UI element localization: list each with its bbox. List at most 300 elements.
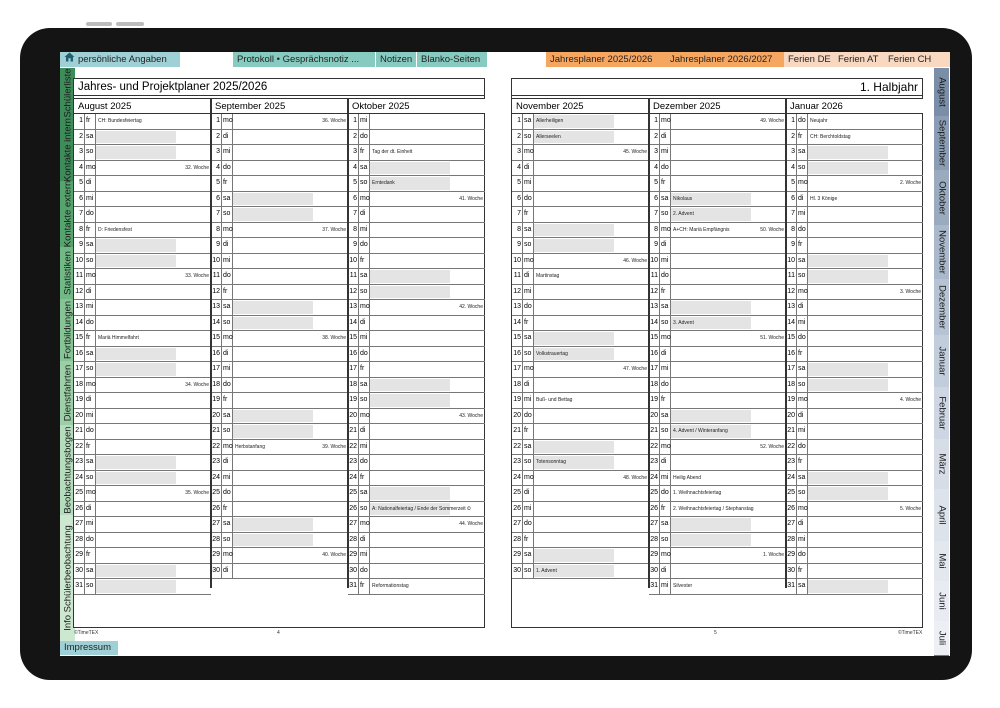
day-entry-area[interactable] bbox=[808, 347, 923, 362]
day-entry-area[interactable] bbox=[808, 486, 923, 501]
day-entry-area[interactable] bbox=[534, 409, 649, 424]
day-entry-area[interactable] bbox=[96, 114, 211, 129]
day-entry-area[interactable] bbox=[534, 285, 649, 300]
day-entry-area[interactable] bbox=[534, 564, 649, 579]
day-row[interactable] bbox=[211, 533, 348, 549]
day-row[interactable] bbox=[211, 176, 348, 192]
day-row[interactable] bbox=[786, 269, 923, 285]
day-entry-area[interactable] bbox=[96, 579, 211, 594]
tab-holidays-at[interactable] bbox=[834, 52, 884, 67]
day-entry-area[interactable] bbox=[233, 300, 348, 315]
day-entry-area[interactable] bbox=[370, 285, 485, 300]
day-entry-area[interactable] bbox=[808, 130, 923, 145]
day-entry-area[interactable] bbox=[534, 176, 649, 191]
day-entry-area[interactable] bbox=[233, 486, 348, 501]
day-entry-area[interactable] bbox=[96, 471, 211, 486]
day-row[interactable] bbox=[74, 238, 211, 254]
day-entry-area[interactable] bbox=[534, 424, 649, 439]
day-row[interactable] bbox=[649, 300, 786, 316]
day-entry-area[interactable] bbox=[370, 254, 485, 269]
day-entry-area[interactable] bbox=[671, 533, 786, 548]
day-entry-area[interactable] bbox=[96, 269, 211, 284]
day-row[interactable] bbox=[211, 502, 348, 518]
day-row[interactable] bbox=[211, 192, 348, 208]
day-entry-area[interactable] bbox=[370, 409, 485, 424]
day-row[interactable] bbox=[211, 362, 348, 378]
day-row[interactable] bbox=[512, 238, 649, 254]
day-row[interactable] bbox=[348, 285, 485, 301]
day-entry-area[interactable] bbox=[233, 440, 348, 455]
day-row[interactable] bbox=[74, 300, 211, 316]
day-entry-area[interactable] bbox=[370, 176, 485, 191]
day-entry-area[interactable] bbox=[534, 254, 649, 269]
day-entry-area[interactable] bbox=[671, 517, 786, 532]
day-entry-area[interactable] bbox=[96, 254, 211, 269]
day-entry-area[interactable] bbox=[96, 424, 211, 439]
day-row[interactable] bbox=[512, 285, 649, 301]
tab-month-november[interactable] bbox=[934, 225, 949, 280]
day-entry-area[interactable] bbox=[671, 440, 786, 455]
day-entry-area[interactable] bbox=[534, 362, 649, 377]
day-row[interactable] bbox=[512, 254, 649, 270]
day-row[interactable] bbox=[74, 378, 211, 394]
tab-annual-planner-2025[interactable] bbox=[546, 52, 666, 67]
day-row[interactable] bbox=[348, 114, 485, 130]
day-row[interactable] bbox=[786, 161, 923, 177]
day-row[interactable] bbox=[512, 455, 649, 471]
day-entry-area[interactable] bbox=[233, 285, 348, 300]
day-entry-area[interactable] bbox=[671, 207, 786, 222]
day-entry-area[interactable] bbox=[96, 347, 211, 362]
day-row[interactable] bbox=[512, 440, 649, 456]
day-row[interactable] bbox=[211, 300, 348, 316]
day-row[interactable] bbox=[211, 254, 348, 270]
day-row[interactable] bbox=[512, 533, 649, 549]
day-entry-area[interactable] bbox=[233, 269, 348, 284]
day-entry-area[interactable] bbox=[96, 331, 211, 346]
day-row[interactable] bbox=[348, 316, 485, 332]
day-entry-area[interactable] bbox=[96, 440, 211, 455]
day-entry-area[interactable] bbox=[534, 517, 649, 532]
day-entry-area[interactable] bbox=[808, 533, 923, 548]
day-row[interactable] bbox=[211, 378, 348, 394]
day-entry-area[interactable] bbox=[808, 316, 923, 331]
tab-blank-pages[interactable] bbox=[417, 52, 487, 67]
day-entry-area[interactable] bbox=[808, 238, 923, 253]
day-entry-area[interactable] bbox=[671, 114, 786, 129]
day-entry-area[interactable] bbox=[808, 161, 923, 176]
day-entry-area[interactable] bbox=[534, 316, 649, 331]
day-row[interactable] bbox=[649, 254, 786, 270]
day-entry-area[interactable] bbox=[534, 114, 649, 129]
day-entry-area[interactable] bbox=[370, 471, 485, 486]
day-row[interactable] bbox=[211, 424, 348, 440]
day-entry-area[interactable] bbox=[233, 362, 348, 377]
day-entry-area[interactable] bbox=[808, 471, 923, 486]
day-row[interactable] bbox=[74, 579, 211, 595]
day-row[interactable] bbox=[512, 378, 649, 394]
day-entry-area[interactable] bbox=[370, 486, 485, 501]
day-entry-area[interactable] bbox=[534, 145, 649, 160]
day-entry-area[interactable] bbox=[370, 564, 485, 579]
day-entry-area[interactable] bbox=[233, 533, 348, 548]
day-entry-area[interactable] bbox=[96, 207, 211, 222]
day-row[interactable] bbox=[786, 347, 923, 363]
tab-month-may[interactable] bbox=[934, 541, 949, 582]
day-entry-area[interactable] bbox=[671, 471, 786, 486]
day-row[interactable] bbox=[348, 161, 485, 177]
day-row[interactable] bbox=[74, 362, 211, 378]
day-entry-area[interactable] bbox=[671, 579, 786, 594]
tab-imprint[interactable] bbox=[60, 641, 118, 655]
day-row[interactable] bbox=[649, 269, 786, 285]
day-entry-area[interactable] bbox=[808, 362, 923, 377]
day-row[interactable] bbox=[211, 455, 348, 471]
day-row[interactable] bbox=[786, 285, 923, 301]
day-row[interactable] bbox=[512, 409, 649, 425]
day-row[interactable] bbox=[348, 393, 485, 409]
day-entry-area[interactable] bbox=[370, 579, 485, 594]
day-row[interactable] bbox=[74, 161, 211, 177]
day-row[interactable] bbox=[649, 207, 786, 223]
day-row[interactable] bbox=[786, 130, 923, 146]
day-entry-area[interactable] bbox=[534, 331, 649, 346]
day-row[interactable] bbox=[786, 455, 923, 471]
day-entry-area[interactable] bbox=[671, 393, 786, 408]
day-row[interactable] bbox=[786, 331, 923, 347]
day-entry-area[interactable] bbox=[534, 130, 649, 145]
day-row[interactable] bbox=[512, 176, 649, 192]
day-row[interactable] bbox=[512, 145, 649, 161]
tab-personal-info[interactable] bbox=[60, 52, 180, 67]
day-entry-area[interactable] bbox=[370, 192, 485, 207]
day-entry-area[interactable] bbox=[96, 223, 211, 238]
day-row[interactable] bbox=[211, 161, 348, 177]
day-row[interactable] bbox=[348, 145, 485, 161]
day-row[interactable] bbox=[74, 192, 211, 208]
day-row[interactable] bbox=[786, 424, 923, 440]
day-row[interactable] bbox=[348, 223, 485, 239]
day-row[interactable] bbox=[74, 269, 211, 285]
day-entry-area[interactable] bbox=[96, 192, 211, 207]
day-row[interactable] bbox=[211, 145, 348, 161]
day-row[interactable] bbox=[348, 207, 485, 223]
day-row[interactable] bbox=[786, 254, 923, 270]
day-entry-area[interactable] bbox=[96, 285, 211, 300]
day-row[interactable] bbox=[348, 533, 485, 549]
day-row[interactable] bbox=[649, 440, 786, 456]
day-entry-area[interactable] bbox=[233, 207, 348, 222]
day-row[interactable] bbox=[786, 238, 923, 254]
day-row[interactable] bbox=[649, 564, 786, 580]
day-entry-area[interactable] bbox=[671, 502, 786, 517]
day-row[interactable] bbox=[649, 471, 786, 487]
day-entry-area[interactable] bbox=[233, 455, 348, 470]
day-row[interactable] bbox=[348, 347, 485, 363]
day-entry-area[interactable] bbox=[96, 145, 211, 160]
day-entry-area[interactable] bbox=[370, 114, 485, 129]
day-entry-area[interactable] bbox=[370, 331, 485, 346]
day-entry-area[interactable] bbox=[534, 378, 649, 393]
day-row[interactable] bbox=[512, 114, 649, 130]
day-entry-area[interactable] bbox=[233, 378, 348, 393]
day-row[interactable] bbox=[211, 440, 348, 456]
day-entry-area[interactable] bbox=[671, 285, 786, 300]
day-row[interactable] bbox=[348, 362, 485, 378]
day-entry-area[interactable] bbox=[233, 409, 348, 424]
day-row[interactable] bbox=[348, 424, 485, 440]
tab-month-july[interactable] bbox=[934, 621, 949, 656]
day-row[interactable] bbox=[786, 362, 923, 378]
day-entry-area[interactable] bbox=[370, 300, 485, 315]
day-row[interactable] bbox=[348, 486, 485, 502]
day-entry-area[interactable] bbox=[96, 564, 211, 579]
day-row[interactable] bbox=[649, 409, 786, 425]
day-row[interactable] bbox=[512, 207, 649, 223]
day-entry-area[interactable] bbox=[233, 502, 348, 517]
day-entry-area[interactable] bbox=[671, 424, 786, 439]
tab-month-september[interactable] bbox=[934, 116, 949, 171]
day-entry-area[interactable] bbox=[671, 300, 786, 315]
day-row[interactable] bbox=[74, 548, 211, 564]
day-entry-area[interactable] bbox=[370, 130, 485, 145]
day-row[interactable] bbox=[74, 207, 211, 223]
day-entry-area[interactable] bbox=[96, 548, 211, 563]
day-row[interactable] bbox=[74, 331, 211, 347]
day-entry-area[interactable] bbox=[96, 455, 211, 470]
day-row[interactable] bbox=[512, 316, 649, 332]
day-row[interactable] bbox=[649, 378, 786, 394]
day-entry-area[interactable] bbox=[671, 548, 786, 563]
day-row[interactable] bbox=[512, 223, 649, 239]
day-entry-area[interactable] bbox=[808, 579, 923, 594]
day-row[interactable] bbox=[649, 393, 786, 409]
day-row[interactable] bbox=[211, 207, 348, 223]
day-entry-area[interactable] bbox=[233, 564, 348, 579]
day-row[interactable] bbox=[512, 347, 649, 363]
day-entry-area[interactable] bbox=[808, 548, 923, 563]
day-row[interactable] bbox=[348, 269, 485, 285]
day-row[interactable] bbox=[512, 502, 649, 518]
day-entry-area[interactable] bbox=[96, 533, 211, 548]
day-entry-area[interactable] bbox=[534, 300, 649, 315]
day-entry-area[interactable] bbox=[534, 269, 649, 284]
day-entry-area[interactable] bbox=[233, 161, 348, 176]
day-row[interactable] bbox=[74, 223, 211, 239]
day-entry-area[interactable] bbox=[370, 269, 485, 284]
day-entry-area[interactable] bbox=[233, 548, 348, 563]
day-row[interactable] bbox=[211, 471, 348, 487]
tab-month-march[interactable] bbox=[934, 439, 949, 490]
day-row[interactable] bbox=[649, 130, 786, 146]
day-entry-area[interactable] bbox=[671, 378, 786, 393]
day-row[interactable] bbox=[348, 502, 485, 518]
day-entry-area[interactable] bbox=[233, 114, 348, 129]
day-row[interactable] bbox=[74, 409, 211, 425]
day-row[interactable] bbox=[786, 409, 923, 425]
day-row[interactable] bbox=[512, 393, 649, 409]
day-entry-area[interactable] bbox=[233, 254, 348, 269]
day-entry-area[interactable] bbox=[671, 269, 786, 284]
day-entry-area[interactable] bbox=[233, 238, 348, 253]
tab-month-august[interactable] bbox=[934, 68, 949, 117]
day-row[interactable] bbox=[786, 114, 923, 130]
day-entry-area[interactable] bbox=[233, 347, 348, 362]
day-entry-area[interactable] bbox=[370, 238, 485, 253]
day-entry-area[interactable] bbox=[96, 486, 211, 501]
day-row[interactable] bbox=[649, 192, 786, 208]
day-row[interactable] bbox=[786, 316, 923, 332]
day-entry-area[interactable] bbox=[808, 285, 923, 300]
day-row[interactable] bbox=[512, 517, 649, 533]
day-entry-area[interactable] bbox=[671, 223, 786, 238]
day-entry-area[interactable] bbox=[233, 316, 348, 331]
tab-month-february[interactable] bbox=[934, 387, 949, 440]
day-row[interactable] bbox=[786, 440, 923, 456]
day-row[interactable] bbox=[649, 114, 786, 130]
day-entry-area[interactable] bbox=[370, 223, 485, 238]
day-row[interactable] bbox=[211, 285, 348, 301]
day-entry-area[interactable] bbox=[671, 347, 786, 362]
day-entry-area[interactable] bbox=[808, 502, 923, 517]
day-entry-area[interactable] bbox=[808, 455, 923, 470]
day-row[interactable] bbox=[211, 114, 348, 130]
day-entry-area[interactable] bbox=[534, 393, 649, 408]
tab-month-october[interactable] bbox=[934, 170, 949, 226]
tab-month-june[interactable] bbox=[934, 581, 949, 622]
day-row[interactable] bbox=[74, 455, 211, 471]
day-row[interactable] bbox=[786, 486, 923, 502]
day-entry-area[interactable] bbox=[96, 409, 211, 424]
day-row[interactable] bbox=[74, 285, 211, 301]
day-entry-area[interactable] bbox=[808, 331, 923, 346]
day-row[interactable] bbox=[512, 564, 649, 580]
day-row[interactable] bbox=[786, 223, 923, 239]
day-row[interactable] bbox=[786, 579, 923, 595]
day-row[interactable] bbox=[211, 130, 348, 146]
day-row[interactable] bbox=[348, 455, 485, 471]
tab-holidays-de[interactable] bbox=[784, 52, 834, 67]
day-entry-area[interactable] bbox=[808, 378, 923, 393]
day-entry-area[interactable] bbox=[96, 300, 211, 315]
day-row[interactable] bbox=[786, 207, 923, 223]
day-entry-area[interactable] bbox=[233, 130, 348, 145]
day-entry-area[interactable] bbox=[671, 145, 786, 160]
day-row[interactable] bbox=[512, 424, 649, 440]
day-entry-area[interactable] bbox=[671, 486, 786, 501]
day-entry-area[interactable] bbox=[808, 223, 923, 238]
day-row[interactable] bbox=[786, 471, 923, 487]
day-entry-area[interactable] bbox=[370, 502, 485, 517]
day-entry-area[interactable] bbox=[671, 409, 786, 424]
day-entry-area[interactable] bbox=[671, 238, 786, 253]
day-row[interactable] bbox=[74, 393, 211, 409]
day-row[interactable] bbox=[512, 471, 649, 487]
day-entry-area[interactable] bbox=[808, 114, 923, 129]
day-entry-area[interactable] bbox=[233, 223, 348, 238]
day-entry-area[interactable] bbox=[534, 533, 649, 548]
day-entry-area[interactable] bbox=[96, 316, 211, 331]
day-entry-area[interactable] bbox=[233, 176, 348, 191]
day-row[interactable] bbox=[211, 517, 348, 533]
day-row[interactable] bbox=[348, 254, 485, 270]
day-row[interactable] bbox=[211, 548, 348, 564]
day-entry-area[interactable] bbox=[96, 176, 211, 191]
day-row[interactable] bbox=[348, 130, 485, 146]
day-row[interactable] bbox=[348, 300, 485, 316]
day-entry-area[interactable] bbox=[370, 424, 485, 439]
day-row[interactable] bbox=[211, 409, 348, 425]
day-entry-area[interactable] bbox=[808, 393, 923, 408]
day-entry-area[interactable] bbox=[534, 471, 649, 486]
day-row[interactable] bbox=[649, 533, 786, 549]
day-entry-area[interactable] bbox=[233, 192, 348, 207]
day-entry-area[interactable] bbox=[534, 486, 649, 501]
day-entry-area[interactable] bbox=[534, 161, 649, 176]
day-entry-area[interactable] bbox=[808, 145, 923, 160]
day-row[interactable] bbox=[211, 316, 348, 332]
day-row[interactable] bbox=[512, 192, 649, 208]
day-row[interactable] bbox=[74, 254, 211, 270]
day-entry-area[interactable] bbox=[808, 269, 923, 284]
day-entry-area[interactable] bbox=[370, 207, 485, 222]
day-entry-area[interactable] bbox=[671, 192, 786, 207]
day-row[interactable] bbox=[649, 145, 786, 161]
day-entry-area[interactable] bbox=[233, 471, 348, 486]
day-entry-area[interactable] bbox=[233, 517, 348, 532]
day-row[interactable] bbox=[348, 238, 485, 254]
day-entry-area[interactable] bbox=[534, 548, 649, 563]
day-entry-area[interactable] bbox=[233, 424, 348, 439]
day-entry-area[interactable] bbox=[96, 362, 211, 377]
day-row[interactable] bbox=[348, 331, 485, 347]
day-row[interactable] bbox=[649, 579, 786, 595]
day-row[interactable] bbox=[348, 440, 485, 456]
day-row[interactable] bbox=[512, 548, 649, 564]
day-entry-area[interactable] bbox=[671, 362, 786, 377]
day-row[interactable] bbox=[348, 409, 485, 425]
day-row[interactable] bbox=[649, 455, 786, 471]
day-row[interactable] bbox=[74, 347, 211, 363]
tab-month-december[interactable] bbox=[934, 279, 949, 336]
day-entry-area[interactable] bbox=[534, 192, 649, 207]
day-row[interactable] bbox=[649, 424, 786, 440]
day-row[interactable] bbox=[348, 471, 485, 487]
tab-protocol[interactable] bbox=[233, 52, 375, 67]
day-entry-area[interactable] bbox=[534, 455, 649, 470]
day-entry-area[interactable] bbox=[96, 238, 211, 253]
day-row[interactable] bbox=[348, 548, 485, 564]
day-entry-area[interactable] bbox=[370, 393, 485, 408]
day-row[interactable] bbox=[649, 316, 786, 332]
day-entry-area[interactable] bbox=[808, 440, 923, 455]
day-row[interactable] bbox=[786, 548, 923, 564]
day-row[interactable] bbox=[649, 238, 786, 254]
day-row[interactable] bbox=[74, 130, 211, 146]
day-row[interactable] bbox=[74, 440, 211, 456]
day-row[interactable] bbox=[348, 517, 485, 533]
day-row[interactable] bbox=[348, 579, 485, 595]
day-entry-area[interactable] bbox=[808, 409, 923, 424]
day-entry-area[interactable] bbox=[534, 223, 649, 238]
day-row[interactable] bbox=[348, 192, 485, 208]
day-row[interactable] bbox=[211, 393, 348, 409]
day-row[interactable] bbox=[211, 223, 348, 239]
day-row[interactable] bbox=[211, 331, 348, 347]
day-entry-area[interactable] bbox=[96, 161, 211, 176]
day-entry-area[interactable] bbox=[671, 316, 786, 331]
day-row[interactable] bbox=[649, 486, 786, 502]
